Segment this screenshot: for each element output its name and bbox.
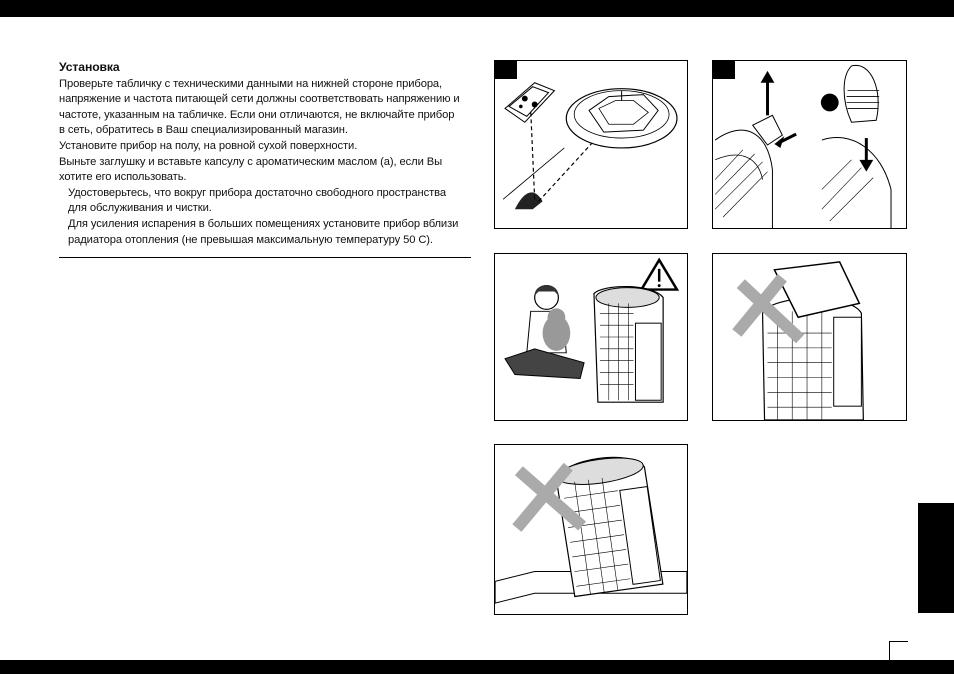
figure-no-tilted-surface — [494, 444, 688, 615]
bullet-line: для обслуживания и чистки. — [68, 202, 212, 215]
top-bar — [0, 0, 954, 17]
language-side-tab — [918, 503, 954, 613]
section-divider — [59, 257, 471, 258]
figure-child-warning — [494, 253, 688, 421]
figure-no-cover-on-top — [712, 253, 907, 421]
bullet-line: Для усиления испарения в больших помещениях установите прибор вблизи — [68, 217, 459, 230]
paragraph-line: Установите прибор на полу, на ровной сухой поверхности. — [59, 139, 358, 152]
bullet-line: радиатора отопления (не превышая максимальную температуру 50 C). — [68, 233, 433, 246]
page-corner-mark — [889, 641, 908, 660]
child-illustration — [495, 254, 687, 420]
capsule-illustration — [713, 61, 906, 228]
section-title: Установка — [59, 60, 120, 74]
paragraph-line: в сеть, обратитесь в Ваш специализированный магазин. — [59, 124, 348, 137]
paragraph-line: частоте, указанным на табличке. Если они отличаются, не включайте прибор — [59, 108, 455, 121]
plug-illustration — [495, 61, 687, 228]
figure-plug-and-rating-plate — [494, 60, 688, 229]
cover-illustration — [713, 254, 906, 420]
paragraph-line: Выньте заглушку и вставьте капсулу с ароматическим маслом (a), если Вы — [59, 155, 443, 168]
paragraph-line: хотите его использовать. — [59, 171, 187, 184]
bottom-bar — [0, 660, 954, 674]
tilt-illustration — [495, 445, 687, 614]
installation-section — [59, 60, 479, 248]
figure-aroma-capsule-insert — [712, 60, 907, 229]
paragraph-line: Проверьте табличку с техническими данными на нижней стороне прибора, — [59, 77, 443, 90]
paragraph-line: напряжение и частота питающей сети должны соответствовать напряжению и — [59, 93, 460, 106]
bullet-line: Удостоверьтесь, что вокруг прибора достаточно свободного пространства — [68, 186, 446, 199]
